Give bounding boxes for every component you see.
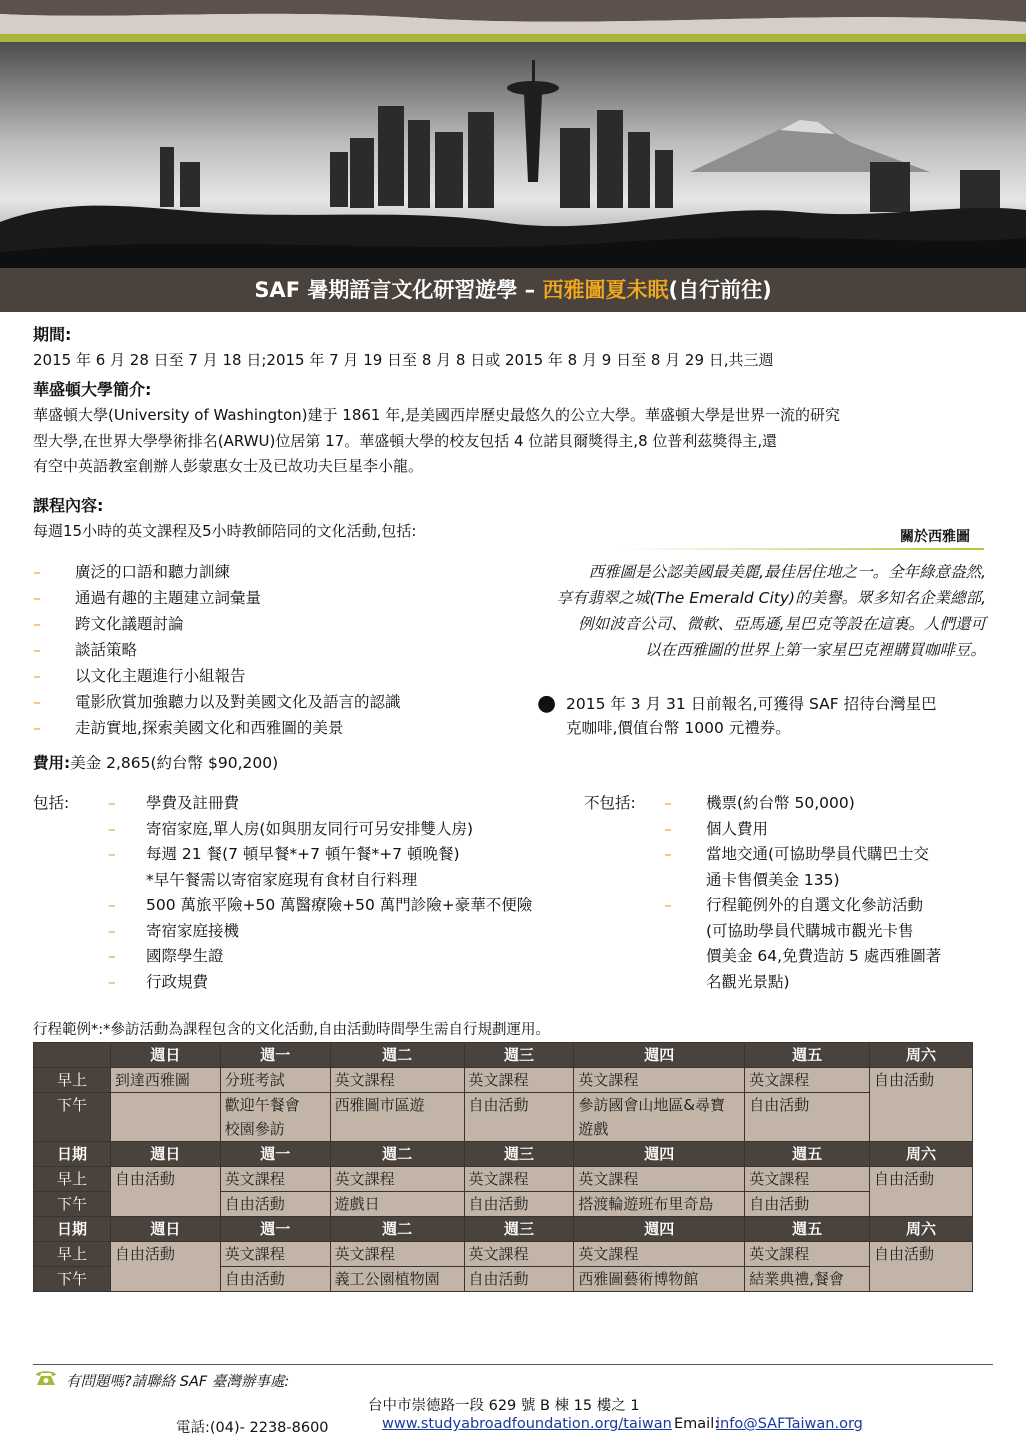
included-item: 寄宿家庭接機 — [146, 921, 240, 940]
row-label-afternoon: 下午 — [34, 1192, 111, 1217]
table-cell — [574, 1093, 745, 1142]
about-seattle-text — [520, 559, 986, 663]
table-cell: 自由活動 — [110, 1242, 220, 1292]
table-header-cell: 週四 — [574, 1142, 745, 1167]
course-item-text: 通過有趣的主題建立詞彙量 — [75, 589, 262, 607]
course-item-text: 電影欣賞加強聽力以及對美國文化及語言的認識 — [75, 693, 401, 711]
table-row — [34, 1093, 973, 1142]
table-row — [34, 1242, 973, 1267]
included-list — [108, 791, 578, 995]
course-item-text: 跨文化議題討論 — [75, 615, 184, 633]
dash-marker: – — [33, 563, 41, 581]
excluded-item: 通卡售價美金 135) — [706, 870, 840, 889]
dash-marker: – — [33, 693, 41, 711]
title-suffix: (自行前往) — [668, 278, 772, 302]
list-item — [108, 842, 578, 868]
table-header-cell: 週三 — [464, 1142, 574, 1167]
course-item-text: 以文化主題進行小組報告 — [75, 667, 246, 685]
table-cell: 英文課程 — [745, 1167, 870, 1192]
table-cell: 英文課程 — [574, 1242, 745, 1267]
list-item — [33, 559, 503, 585]
promo-note — [566, 692, 986, 740]
footer-question: 有問題嗎?請聯絡 SAF 臺灣辦事處: — [66, 1374, 290, 1390]
itinerary-caption: 行程範例*:*參訪活動為課程包含的文化活動,自由活動時間學生需自行規劃運用。 — [33, 1022, 550, 1038]
promo-line: 克咖啡,價值台幣 1000 元禮券。 — [566, 719, 791, 737]
excluded-item: 價美金 64,免費造訪 5 處西雅圖著 — [706, 947, 942, 965]
table-cell: 英文課程 — [464, 1068, 574, 1093]
included-item: 國際學生證 — [146, 947, 224, 965]
included-item: 500 萬旅平險+50 萬醫療險+50 萬門診險+豪華不便險 — [146, 896, 533, 914]
table-cell: 英文課程 — [745, 1068, 870, 1093]
list-item — [33, 611, 503, 637]
included-item: 每週 21 餐(7 頓早餐*+7 頓午餐*+7 頓晚餐) — [146, 845, 460, 863]
table-cell: 自由活動 — [870, 1167, 973, 1217]
table-cell: 搭渡輪遊班布里奇島 — [574, 1192, 745, 1217]
about-seattle-line: 西雅圖是公認美國最美麗,最佳居住地之一。全年綠意盎然, — [588, 563, 986, 581]
cell-line: 遊戲 — [578, 1120, 609, 1138]
list-item — [33, 585, 503, 611]
dash-marker: – — [33, 615, 41, 633]
list-item — [33, 663, 503, 689]
table-header-cell: 日期 — [34, 1217, 111, 1242]
table-cell: 英文課程 — [464, 1242, 574, 1267]
footer-rule — [33, 1364, 993, 1365]
list-item — [33, 637, 503, 663]
table-cell: 西雅圖藝術博物館 — [574, 1267, 745, 1292]
meal-note-text: *早午餐需以寄宿家庭現有食材自行料理 — [146, 870, 418, 889]
table-header-cell: 週日 — [110, 1043, 220, 1068]
table-header-cell: 周六 — [870, 1217, 973, 1242]
table-row — [34, 1068, 973, 1093]
about-seattle-line: 例如波音公司、微軟、亞馬遜,星巴克等設在這裏。人們還可 — [578, 615, 986, 633]
table-cell: 自由活動 — [464, 1192, 574, 1217]
table-row — [34, 1167, 973, 1192]
course-item-text: 談話策略 — [75, 641, 138, 659]
excluded-item: (可協助學員代購城市觀光卡售 — [706, 921, 914, 940]
table-cell: 到達西雅圖 — [110, 1068, 220, 1093]
table-cell: 自由活動 — [464, 1267, 574, 1292]
dash-marker: – — [33, 719, 41, 737]
uw-line-1: 華盛頓大學(University of Washington)建于 1861 年,是美國西岸歷史最悠久的公立大學。華盛頓大學是世界一流的研究 — [33, 406, 840, 424]
row-label-afternoon: 下午 — [34, 1093, 111, 1142]
dash-marker: – — [33, 641, 41, 659]
footer-phone: 電話:(04)- 2238-8600 — [176, 1420, 329, 1436]
promo-line: 2015 年 3 月 31 日前報名,可獲得 SAF 招待台灣星巴 — [566, 695, 937, 713]
table-cell: 自由活動 — [870, 1242, 973, 1292]
uw-line-2: 型大學,在世界大學學術排名(ARWU)位居第 17。華盛頓大學的校友包括 4 位諾貝爾獎得主,8 位普利茲獎得主,還 — [33, 432, 778, 450]
table-header-cell: 週一 — [220, 1217, 330, 1242]
list-item-continued — [664, 970, 984, 996]
list-item — [664, 817, 984, 843]
table-cell: 英文課程 — [574, 1167, 745, 1192]
included-item: 學費及註冊費 — [146, 794, 240, 812]
list-item — [33, 715, 503, 741]
bullet-icon: ● — [537, 691, 557, 716]
table-cell: 分班考試 — [220, 1068, 330, 1093]
dash-marker: – — [108, 845, 116, 863]
title-highlight: 西雅圖夏未眠 — [542, 278, 669, 302]
dash-marker: – — [33, 589, 41, 607]
excluded-label: 不包括: — [584, 794, 636, 812]
email-label: Email: — [674, 1416, 720, 1432]
table-header-row — [34, 1142, 973, 1167]
fee-line — [33, 751, 278, 773]
dash-marker: – — [108, 921, 116, 940]
row-label-morning: 早上 — [34, 1167, 111, 1192]
about-seattle-rule — [620, 548, 984, 550]
table-cell: 遊戲日 — [330, 1192, 464, 1217]
about-seattle-line: 以在西雅圖的世界上第一家星巴克裡購買咖啡豆。 — [644, 641, 986, 659]
course-list — [33, 559, 503, 741]
table-header-cell: 週一 — [220, 1043, 330, 1068]
table-header-cell: 週二 — [330, 1142, 464, 1167]
row-label-morning: 早上 — [34, 1242, 111, 1267]
table-cell: 英文課程 — [464, 1167, 574, 1192]
table-cell: 自由活動 — [220, 1267, 330, 1292]
cell-line: 歡迎午餐會 — [224, 1096, 300, 1114]
course-intro: 每週15小時的英文課程及5小時教師陪同的文化活動,包括: — [33, 522, 417, 540]
list-item — [108, 817, 578, 843]
email-link[interactable]: info@SAFTaiwan.org — [716, 1416, 863, 1432]
table-cell: 英文課程 — [330, 1167, 464, 1192]
table-header-cell — [34, 1043, 111, 1068]
list-item — [108, 791, 578, 817]
dash-marker: – — [108, 819, 116, 838]
dash-marker: – — [664, 845, 672, 863]
list-item-continued — [664, 944, 984, 970]
uw-line-3: 有空中英語教室創辦人彭蒙惠女士及已故功夫巨星李小龍。 — [33, 457, 424, 475]
list-item — [664, 842, 984, 868]
table-cell: 自由活動 — [745, 1192, 870, 1217]
fee-value: 美金 2,865(約台幣 $90,200) — [70, 754, 279, 772]
table-cell — [220, 1093, 330, 1142]
table-cell: 英文課程 — [745, 1242, 870, 1267]
about-seattle-title: 關於西雅圖 — [900, 529, 970, 545]
table-cell: 英文課程 — [330, 1068, 464, 1093]
table-header-cell: 週日 — [110, 1217, 220, 1242]
accent-rule — [0, 34, 1026, 42]
meal-note — [108, 868, 578, 894]
seattle-skyline-photo — [0, 42, 1026, 268]
excluded-list — [664, 791, 984, 995]
excluded-item: 行程範例外的自選文化參訪活動 — [706, 896, 924, 914]
table-header-cell: 日期 — [34, 1142, 111, 1167]
cell-line: 參訪國會山地區&尋寶 — [578, 1096, 726, 1114]
included-item: 寄宿家庭,單人房(如與朋友同行可另安排雙人房) — [146, 819, 474, 838]
row-label-morning: 早上 — [34, 1068, 111, 1093]
excluded-item: 機票(約台幣 50,000) — [706, 794, 855, 812]
table-header-cell: 週二 — [330, 1043, 464, 1068]
table-header-cell: 周六 — [870, 1043, 973, 1068]
table-cell: 自由活動 — [464, 1093, 574, 1142]
table-header-cell: 周六 — [870, 1142, 973, 1167]
table-header-row — [34, 1043, 973, 1068]
table-header-cell: 週二 — [330, 1217, 464, 1242]
table-cell: 西雅圖市區遊 — [330, 1093, 464, 1142]
table-header-cell: 週五 — [745, 1142, 870, 1167]
table-header-cell: 週三 — [464, 1217, 574, 1242]
title-prefix: SAF 暑期語言文化研習遊學 – — [254, 278, 543, 302]
dash-marker: – — [108, 947, 116, 965]
website-link[interactable]: www.studyabroadfoundation.org/taiwan — [382, 1416, 672, 1432]
course-item-text: 走訪實地,探索美國文化和西雅圖的美景 — [75, 719, 344, 737]
table-cell: 英文課程 — [330, 1242, 464, 1267]
table-header-cell: 週日 — [110, 1142, 220, 1167]
excluded-item: 當地交通(可協助學員代購巴士交 — [706, 845, 930, 863]
list-item-continued — [664, 919, 984, 945]
itinerary-table — [33, 1042, 973, 1292]
table-cell: 自由活動 — [220, 1192, 330, 1217]
dash-marker: – — [664, 896, 672, 914]
dash-marker: – — [108, 896, 116, 914]
uw-heading: 華盛頓大學簡介: — [33, 380, 152, 399]
list-item — [108, 919, 578, 945]
table-header-cell: 週四 — [574, 1043, 745, 1068]
table-header-cell: 週五 — [745, 1217, 870, 1242]
included-label: 包括: — [33, 794, 70, 812]
table-header-cell: 週三 — [464, 1043, 574, 1068]
table-cell: 英文課程 — [574, 1068, 745, 1093]
excluded-item: 個人費用 — [706, 819, 769, 838]
list-item — [33, 689, 503, 715]
cell-line: 校園參訪 — [224, 1120, 285, 1138]
fee-label: 費用: — [33, 754, 71, 772]
table-cell: 自由活動 — [870, 1068, 973, 1142]
table-header-cell: 週一 — [220, 1142, 330, 1167]
list-item — [664, 893, 984, 919]
list-item — [664, 791, 984, 817]
course-heading: 課程內容: — [33, 496, 104, 515]
list-item — [108, 893, 578, 919]
table-cell: 自由活動 — [745, 1093, 870, 1142]
list-item — [108, 944, 578, 970]
table-cell: 英文課程 — [220, 1167, 330, 1192]
list-item-continued — [664, 868, 984, 894]
table-cell: 英文課程 — [220, 1242, 330, 1267]
dash-marker: – — [664, 794, 672, 812]
page-title — [0, 268, 1026, 312]
table-cell — [110, 1093, 220, 1142]
dash-marker: – — [33, 667, 41, 685]
footer-address: 台中市崇德路一段 629 號 B 棟 15 樓之 1 — [368, 1398, 640, 1414]
table-cell: 自由活動 — [110, 1167, 220, 1217]
table-cell: 義工公園植物園 — [330, 1267, 464, 1292]
period-heading: 期間: — [33, 325, 72, 344]
dash-marker: – — [664, 819, 672, 838]
table-cell: 結業典禮,餐會 — [745, 1267, 870, 1292]
telephone-icon — [34, 1368, 58, 1386]
dash-marker: – — [108, 972, 116, 991]
table-header-row — [34, 1217, 973, 1242]
dash-marker: – — [108, 794, 116, 812]
excluded-item: 名觀光景點) — [706, 972, 790, 991]
about-seattle-line: 享有翡翠之城(The Emerald City)的美譽。眾多知名企業總部, — [556, 589, 986, 607]
included-item: 行政規費 — [146, 972, 209, 991]
row-label-afternoon: 下午 — [34, 1267, 111, 1292]
list-item — [108, 970, 578, 996]
table-header-cell: 週五 — [745, 1043, 870, 1068]
period-text: 2015 年 6 月 28 日至 7 月 18 日;2015 年 7 月 19 日至 8 月 8 日或 2015 年 8 月 9 日至 8 月 29 日,共三週 — [33, 351, 774, 369]
course-item-text: 廣泛的口語和聽力訓練 — [75, 563, 231, 581]
table-header-cell: 週四 — [574, 1217, 745, 1242]
